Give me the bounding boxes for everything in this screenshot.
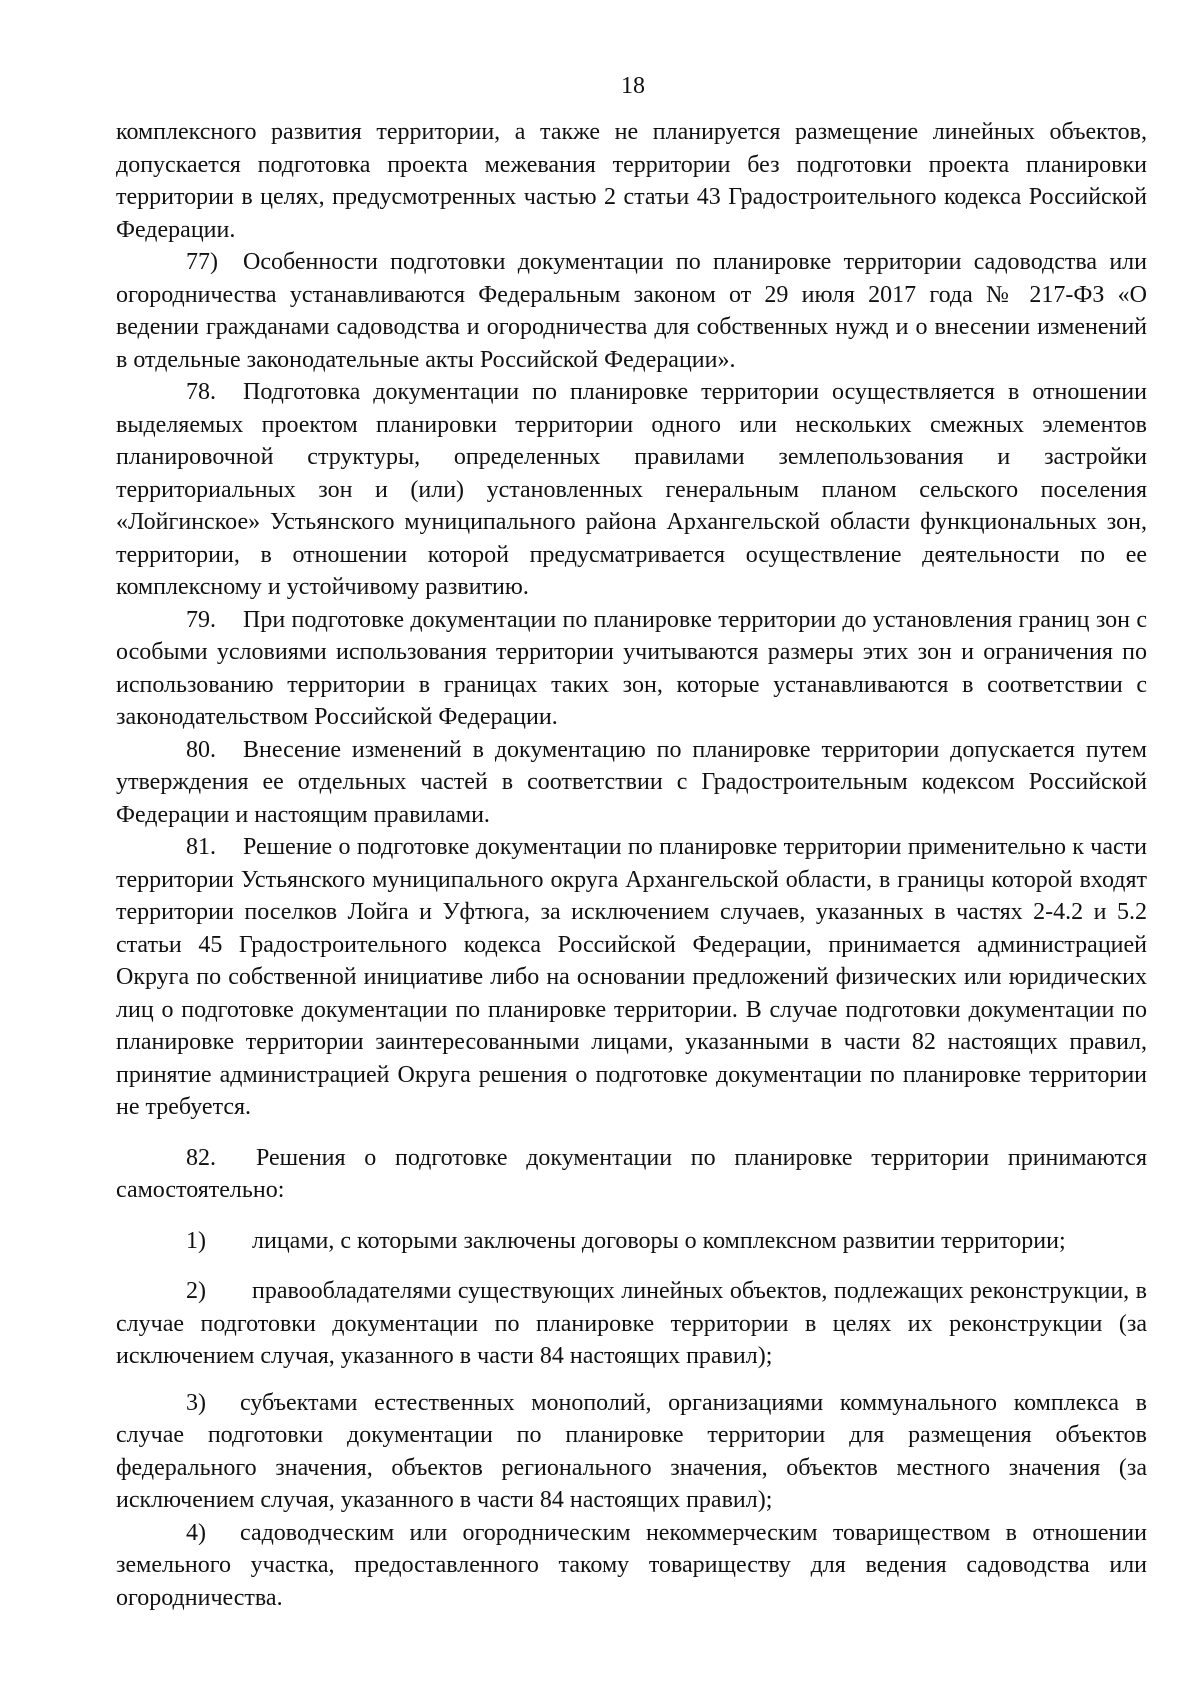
paragraph-text: Внесение изменений в документацию по планировке территории допускается путем утверждения ее отдельных частей в соответствии с Градостроительным кодексом Российской Федерации и настоящим правилами. [116,736,1147,828]
paragraph-number: 80. [186,736,216,763]
paragraph-81 [116,831,1147,1124]
list-item-text: субъектами естественных монополий, организациями коммунального комплекса в случае подготовки документации по планировке территории для размещения объектов федерального значения, объектов регионального значения, объектов местного значения (за исключением случая, указанного в части 84 настоящих правил); [116,1389,1147,1513]
paragraph-number: 79. [186,606,216,633]
paragraph-text: Решение о подготовке документации по планировке территории применительно к части территории Устьянского муниципального округа Архангельской области, в границы которой входят территории поселков Лойга и Уфтюга, за исключением случаев, указанных в частях 2-4.2 и 5.2 статьи 45 Градостроительного кодекса Российской Федерации, принимается администрацией Округа по собственной инициативе либо на основании предложений физических или юридических лиц о подготовке документации по планировке территории. В случае подготовки документации по планировке территории заинтересованными лицами, указанными в части 82 настоящих правил, принятие администрацией Округа решения о подготовке документации по планировке территории не требуется. [116,834,1147,1120]
list-item-4 [116,1517,1147,1615]
paragraph-77 [116,246,1147,376]
list-item-text: садоводческим или огородническим некоммерческим товариществом в отношении земельного участка, предоставленного такому товариществу для ведения садоводства или огородничества. [116,1519,1147,1611]
paragraph-text: Особенности подготовки документации по планировке территории садоводства или огородничества устанавливаются Федеральным законом от 29 июля 2017 года № 217-ФЗ «О ведении гражданами садоводства и огородничества для собственных нужд и о внесении изменений в отдельные законодательные акты Российской Федерации». [116,249,1147,373]
list-item-number: 2) [186,1278,206,1304]
list-item-text: лицами, с которыми заключены договоры о комплексном развитии территории; [252,1227,1066,1254]
paragraph-80 [116,734,1147,832]
list-item-text: правообладателями существующих линейных объектов, подлежащих реконструкции, в случае подготовки документации по планировке территории в целях их реконструкции (за исключением случая, указанного в части 84 настоящих правил); [116,1278,1147,1369]
document-body [116,116,1147,1614]
list-item-number: 1) [186,1227,206,1254]
paragraph-text: Решения о подготовке документации по планировке территории принимаются самостоятельно: [116,1144,1147,1203]
paragraph-text: При подготовке документации по планировке территории до установления границ зон с особыми условиями использования территории учитываются размеры этих зон и ограничения по использованию территории в границах таких зон, которые устанавливаются в соответствии с законодательством Российской Федерации. [116,606,1147,730]
paragraph-text: комплексного развития территории, а также не планируется размещение линейных объектов, допускается подготовка проекта межевания территории без подготовки проекта планировки территории в целях, предусмотренных частью 2 статьи 43 Градостроительного кодекса Российской Федерации. [116,119,1147,243]
list-item-number: 4) [186,1519,206,1546]
paragraph-continuation [116,116,1147,246]
list-item-number: 3) [186,1389,206,1416]
paragraph-text: Подготовка документации по планировке территории осуществляется в отношении выделяемых проектом планировки территории одного или нескольких смежных элементов планировочной структуры, определенных правилами землепользования и застройки территориальных зон и (или) установленных генеральным планом сельского поселения «Лойгинское» Устьянского муниципального района Архангельской области функциональных зон, территории, в отношении которой предусматривается осуществление деятельности по ее комплексному и устойчивому развитию. [116,379,1147,600]
paragraph-number: 77) [186,249,218,275]
paragraph-number: 78. [186,379,216,405]
paragraph-79 [116,604,1147,734]
list-item-2 [116,1275,1147,1373]
list-item-3 [116,1387,1147,1517]
paragraph-78 [116,376,1147,604]
page-number: 18 [621,73,645,99]
paragraph-number: 81. [186,834,216,860]
list-item-1 [116,1225,1147,1258]
paragraph-82 [116,1142,1147,1207]
paragraph-number: 82. [186,1144,216,1171]
